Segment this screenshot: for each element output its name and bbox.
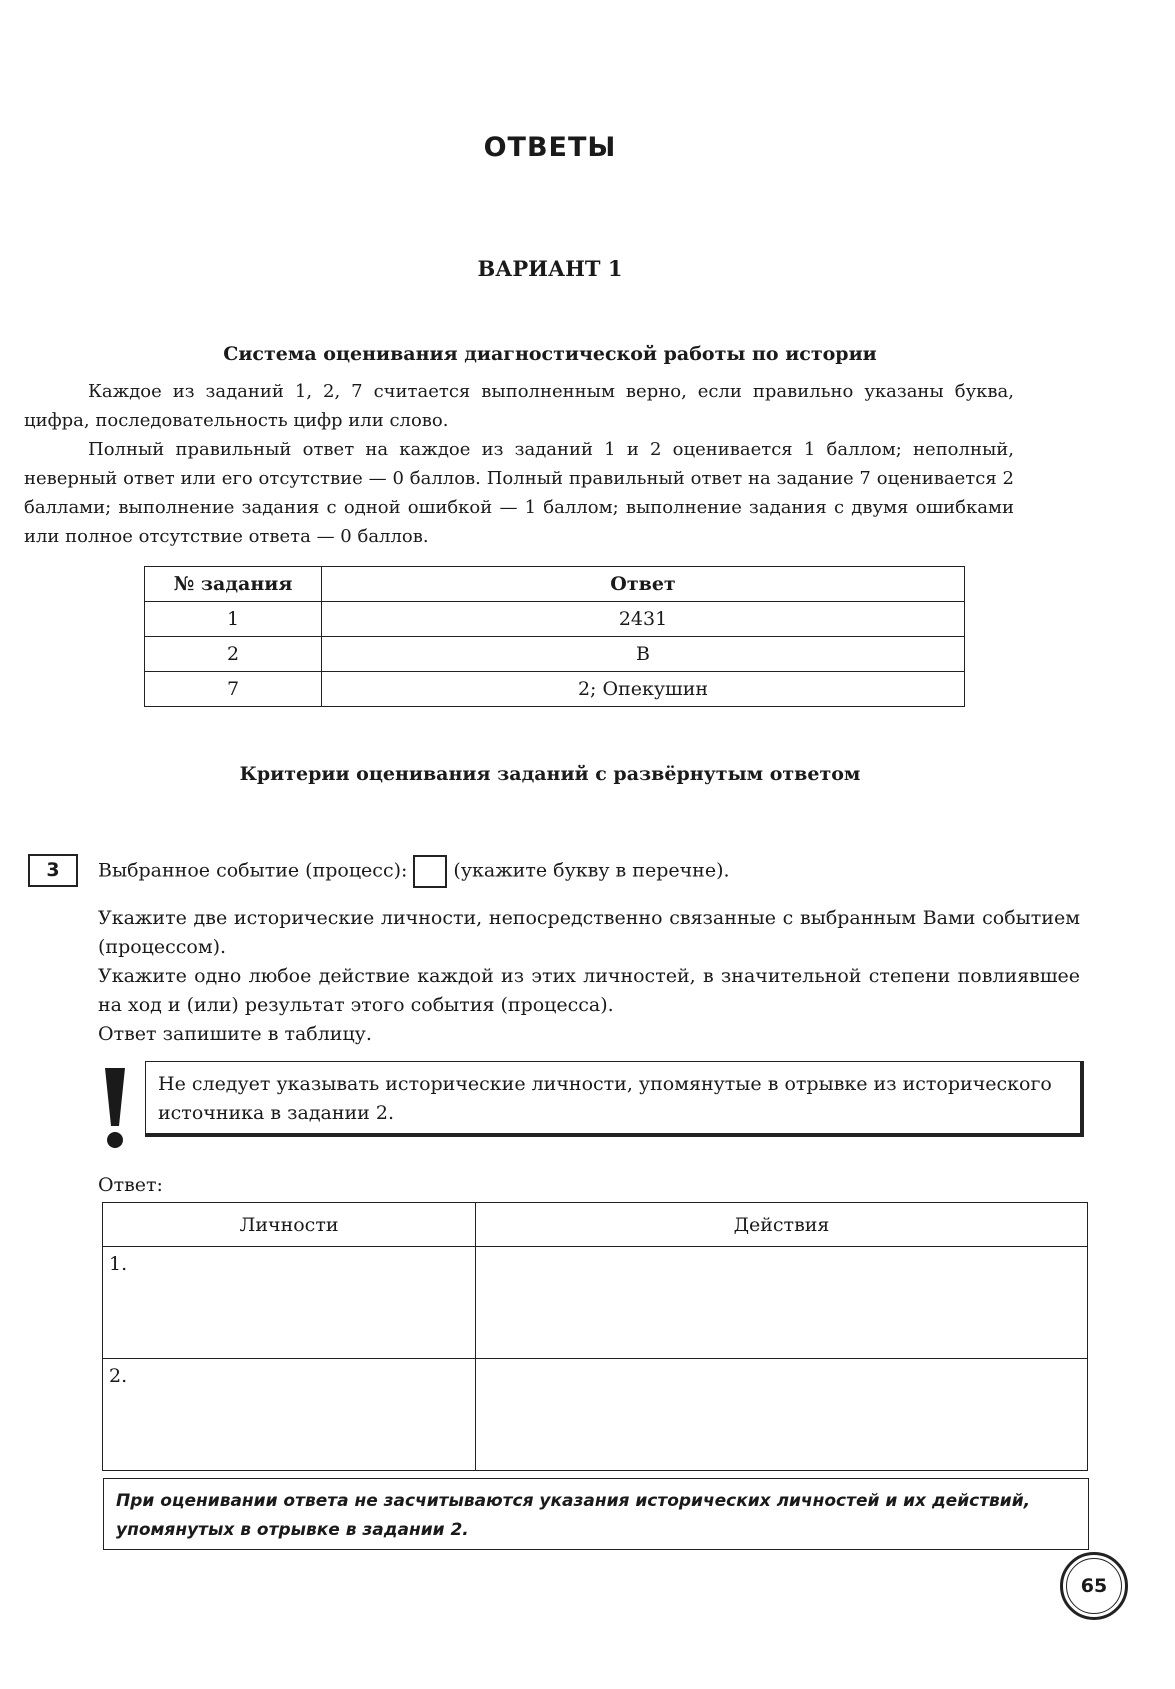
answer-header: Ответ bbox=[322, 567, 965, 602]
task-instructions bbox=[98, 904, 1080, 1049]
task-cell: 7 bbox=[145, 672, 322, 707]
selected-event-line bbox=[98, 855, 730, 888]
scoring-description bbox=[24, 377, 1014, 551]
instruction-text: Укажите две исторические личности, непосредственно связанные с выбранным Вами событием (процессом). bbox=[98, 907, 1080, 958]
warning-box: Не следует указывать исторические личности, упомянутые в отрывке из исторического источника в задании 2. bbox=[145, 1061, 1084, 1137]
table-row bbox=[145, 672, 965, 707]
answer-cell: 2; Опекушин bbox=[322, 672, 965, 707]
table-header-row bbox=[103, 1203, 1088, 1247]
answer-cell: В bbox=[322, 637, 965, 672]
instruction-text: Укажите одно любое действие каждой из этих личностей, в значительной степени повлиявшее на ход и (или) результат этого события (процесса). bbox=[98, 965, 1080, 1016]
scoring-paragraph: Каждое из заданий 1, 2, 7 считается выполненным верно, если правильно указаны буква, цифра, последовательность цифр или слово. bbox=[24, 381, 1014, 431]
grading-note: При оценивании ответа не засчитываются указания исторических личностей и их действий, упомянутых в отрывке в задании 2. bbox=[103, 1478, 1089, 1550]
table-row bbox=[103, 1247, 1088, 1359]
action-cell bbox=[476, 1247, 1088, 1359]
exclamation-icon bbox=[100, 1066, 130, 1150]
selected-event-hint: (укажите букву в перечне). bbox=[453, 859, 730, 882]
task-number-header: № задания bbox=[145, 567, 322, 602]
page-number-badge bbox=[1060, 1552, 1128, 1620]
action-cell bbox=[476, 1359, 1088, 1471]
instruction-text: Ответ запишите в таблицу. bbox=[98, 1023, 372, 1045]
page-title: ОТВЕТЫ bbox=[483, 132, 617, 163]
table-row bbox=[145, 637, 965, 672]
person-cell: 2. bbox=[103, 1359, 476, 1471]
criteria-heading: Критерии оценивания заданий с развёрнутым ответом bbox=[239, 763, 861, 785]
table-row bbox=[145, 602, 965, 637]
table-row bbox=[103, 1359, 1088, 1471]
scoring-paragraph: Полный правильный ответ на каждое из заданий 1 и 2 оценивается 1 баллом; неполный, неверный ответ или его отсутствие — 0 баллов. Полный правильный ответ на задание 7 оценивается 2 баллами; выполнение задания с одной ошибкой — 1 баллом; выполнение задания с двумя ошибками или полное отсутствие ответа — 0 баллов. bbox=[24, 439, 1014, 547]
letter-answer-box bbox=[413, 855, 447, 888]
answer-label: Ответ: bbox=[98, 1174, 163, 1196]
scoring-heading: Система оценивания диагностической работы по истории bbox=[223, 343, 877, 365]
task-number-badge: 3 bbox=[28, 854, 78, 887]
page-number: 65 bbox=[1066, 1558, 1122, 1614]
answers-table bbox=[144, 566, 965, 707]
person-cell: 1. bbox=[103, 1247, 476, 1359]
response-table bbox=[102, 1202, 1088, 1471]
actions-header: Действия bbox=[476, 1203, 1088, 1247]
answer-cell: 2431 bbox=[322, 602, 965, 637]
selected-event-label: Выбранное событие (процесс): bbox=[98, 859, 408, 882]
task-cell: 2 bbox=[145, 637, 322, 672]
persons-header: Личности bbox=[103, 1203, 476, 1247]
table-header-row bbox=[145, 567, 965, 602]
variant-heading: ВАРИАНТ 1 bbox=[477, 256, 623, 281]
task-cell: 1 bbox=[145, 602, 322, 637]
